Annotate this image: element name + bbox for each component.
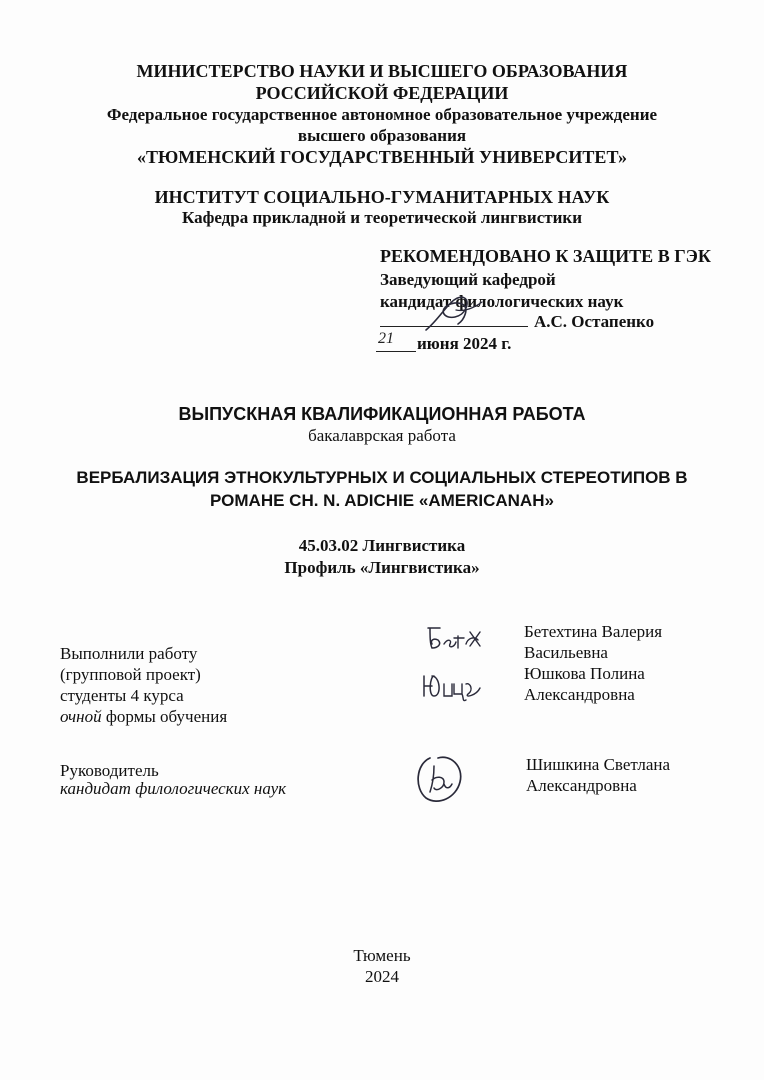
student2-signature	[420, 664, 484, 706]
department-name: Кафедра прикладной и теоретической лингвистики	[182, 208, 582, 227]
supervisor-label: Руководитель	[60, 761, 159, 780]
study-form-rest: формы обучения	[101, 707, 228, 726]
authors-label-line-4	[60, 707, 227, 727]
student1-name-line-1: Бетехтина Валерия	[524, 622, 663, 641]
footer-city: Тюмень	[353, 946, 411, 965]
ministry-line-2: РОССИЙСКОЙ ФЕДЕРАЦИИ	[255, 83, 509, 103]
study-form-italic: очной	[60, 707, 102, 726]
authors-label-line-2: (групповой проект)	[60, 665, 201, 684]
authors-label-line-3: студенты 4 курса	[60, 686, 184, 705]
work-code: 45.03.02 Лингвистика	[298, 536, 466, 555]
approval-date-day: 21	[378, 330, 394, 347]
student1-signature	[424, 618, 486, 658]
supervisor-name-line-1: Шишкина Светлана	[526, 755, 671, 774]
authors-label-line-1: Выполнили работу	[60, 644, 198, 663]
institution-line-1: Федеральное государственное автономное образовательное учреждение	[106, 105, 658, 124]
ministry-line-1: МИНИСТЕРСТВО НАУКИ И ВЫСШЕГО ОБРАЗОВАНИЯ	[136, 61, 628, 81]
work-title-line-1: ВЕРБАЛИЗАЦИЯ ЭТНОКУЛЬТУРНЫХ И СОЦИАЛЬНЫХ СТЕРЕОТИПОВ В	[76, 468, 688, 487]
institute-name: ИНСТИТУТ СОЦИАЛЬНО-ГУМАНИТАРНЫХ НАУК	[154, 187, 610, 207]
approval-degree: кандидат филологических наук	[380, 292, 624, 311]
student2-name-line-2: Александровна	[524, 685, 635, 704]
supervisor-name-line-2: Александровна	[526, 776, 637, 795]
student1-name-line-2: Васильевна	[524, 643, 608, 662]
approval-signature	[418, 290, 488, 338]
student2-name-line-1: Юшкова Полина	[524, 664, 645, 683]
footer-year: 2024	[365, 967, 399, 986]
work-type: ВЫПУСКНАЯ КВАЛИФИКАЦИОННАЯ РАБОТА	[178, 404, 586, 424]
institution-line-2: высшего образования	[297, 126, 467, 145]
approval-date-rest: июня 2024 г.	[417, 334, 512, 353]
supervisor-signature	[410, 748, 466, 808]
approval-role: Заведующий кафедрой	[380, 270, 556, 289]
supervisor-degree: кандидат филологических наук	[60, 779, 287, 798]
university-name: «ТЮМЕНСКИЙ ГОСУДАРСТВЕННЫЙ УНИВЕРСИТЕТ»	[137, 147, 627, 167]
work-subtype: бакалаврская работа	[308, 426, 456, 445]
work-profile: Профиль «Лингвистика»	[284, 558, 480, 577]
approval-name: А.С. Остапенко	[534, 312, 655, 331]
work-title-line-2: РОМАНЕ CH. N. ADICHIE «AMERICANAH»	[210, 491, 554, 510]
approval-heading: РЕКОМЕНДОВАНО К ЗАЩИТЕ В ГЭК	[380, 246, 711, 266]
